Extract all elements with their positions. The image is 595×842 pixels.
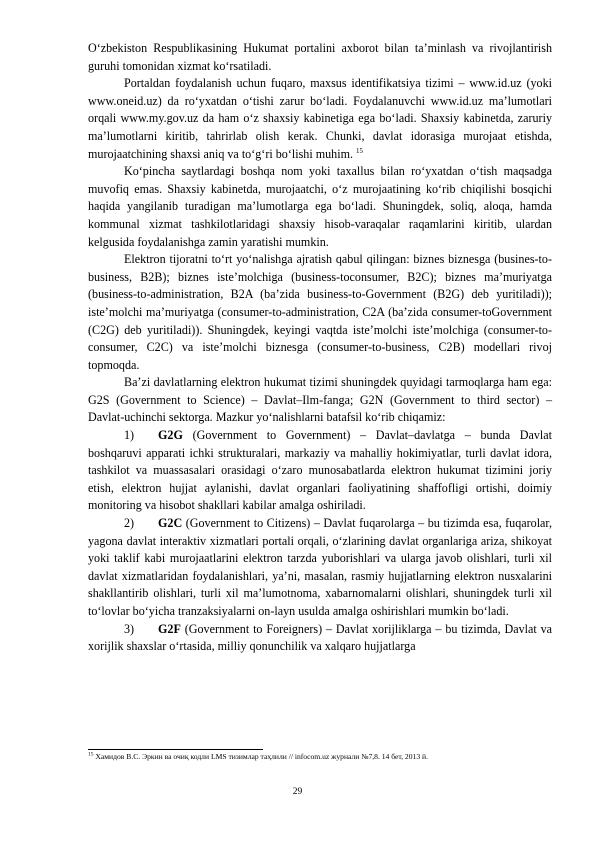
paragraph-service-group: O‘zbekiston Respublikasining Hukumat portalini axborot bilan ta’minlash va rivojlantirish guruhi tomonidan xizmat ko‘rsatiladi.: [88, 41, 552, 73]
footnote-separator: [88, 749, 263, 750]
footnote: [88, 752, 552, 762]
list-item-number: 1): [124, 428, 135, 443]
list-item-text: (Government to Government) – Davlat–davlatga – bunda Davlat boshqaruvi apparati ichki strukturalari, markaziy va mahalliy hokimiyatlar, turli davlat idora, tashkilot va muassasalari orasidagi o‘zaro munosabatlarda elektron hukumat tizimini joriy etish, elektron hujjat aylanishi, davlat organlari faoliyatining shaffofligi ortishi, doimiy monitoring va hisobot shakllari kabilar amalga oshiriladi.: [88, 428, 552, 513]
footnote-reference: 15: [356, 146, 364, 155]
paragraph-egov-networks: Ba’zi davlatlarning elektron hukumat tizimi shuningdek quyidagi tarmoqlarga ham ega: G2S (Government to Science) – Davlat–Ilm-fanga; G2N (Government to third sector) – Davlat-uchinchi sektorga. Mazkur yo‘nalishlarni batafsil ko‘rib chiqamiz:: [88, 375, 552, 425]
list-item-text: (Government to Foreigners) – Davlat xorijliklarga – bu tizimda, Davlat va xorijlik shaxslar o‘rtasida, milliy qonunchilik va xalqaro hujjatlarga: [88, 621, 552, 654]
list-item-term: G2G: [158, 428, 183, 443]
footnote-text: Хамидов В.С. Эркин ва очиқ кодли LMS тизимлар таҳлили // infocom.uz журнали №7,8. 14 бет, 2013 й.: [93, 752, 428, 761]
list-item-term: G2F: [158, 621, 181, 636]
paragraph-ecommerce-directions: Elektron tijoratni to‘rt yo‘nalishga ajratish qabul qilingan: biznes biznesga (busines-to-business, B2B); biznes iste’molchiga (business-toconsumer, B2C); biznes ma’muriyatga (business-to-administration, B2A (ba’zida business-to-Government (B2G) deb yuritiladi)); iste’molchi ma’muriyatga (consumer-to-administration, C2A (ba’zida consumer-toGovernment (C2G) deb yuritiladi)). Shuningdek, keyingi vaqtda iste’molchi iste’molchiga (consumer-to- consumer, C2C) va iste’molchi biznesga (consumer-to-business, C2B) modellari rivoj topmoqda.: [88, 252, 552, 372]
footnote-number: 15: [88, 751, 94, 758]
page-number: 29: [292, 787, 303, 797]
page-body: [88, 40, 552, 656]
paragraph-portal-registration: [88, 75, 552, 163]
list-item-number: 3): [124, 621, 135, 636]
list-item-g2g: [88, 427, 552, 515]
paragraph-personal-cabinet: Ko‘pincha saytlardagi boshqa nom yoki taxallus bilan ro‘yxatdan o‘tish maqsadga muvofiq emas. Shaxsiy kabinetda, murojaatchi, o‘z murojaatining ko‘rib chiqilishi bosqichi haqida yangilanib turadigan ma’lumotlarga ega bo‘ladi. Shuningdek, soliq, aloqa, hamda kommunal xizmat tashkilotlaridagi shaxsiy hisob-varaqalar raqamlarini kiritib, ulardan kelgusida foydalanishga zamin yaratishi mumkin.: [88, 164, 552, 249]
paragraph-portal-text: Portaldan foydalanish uchun fuqaro, maxsus identifikatsiya tizimi – www.id.uz (yoki www.oneid.uz) da ro‘yxatdan o‘tishi zarur bo‘ladi. Foydalanuvchi www.id.uz ma’lumotlari orqali www.my.gov.uz da ham o‘z shaxsiy kabinetiga ega bo‘ladi. Shaxsiy kabinetda, zaruriy ma’lumotlarni kiritib, tahrirlab olish kerak. Chunki, davlat idorasiga murojaat etishda, murojaatchining shaxsi aniq va to‘g‘ri bo‘lishi muhim.: [88, 76, 552, 161]
list-item-term: G2C: [158, 516, 183, 531]
list-item-g2c: [88, 515, 552, 621]
list-item-text: (Government to Citizens) – Davlat fuqarolarga – bu tizimda esa, fuqarolar, yagona davlat interaktiv xizmatlari portali orqali, o‘zlarining davlat organlariga ariza, shikoyat yoki taklif kabi murojaatlarini elektron tarzda yuborishlari va ularga javob olishlari, turli xil davlat xizmatlaridan foydalanishlari, ya’ni, masalan, rasmiy hujjatlarning elektron nusxalarini shakllantirib olishlari, turli xil ma’lumotnoma, xabarnomalarni olishlari, shuningdek turli xil to‘lovlar bo‘yicha tranzaksiyalarni on-layn usulda amalga oshirishlari mumkin bo‘ladi.: [88, 516, 552, 618]
list-item-number: 2): [124, 516, 135, 531]
list-item-g2f: [88, 621, 552, 656]
